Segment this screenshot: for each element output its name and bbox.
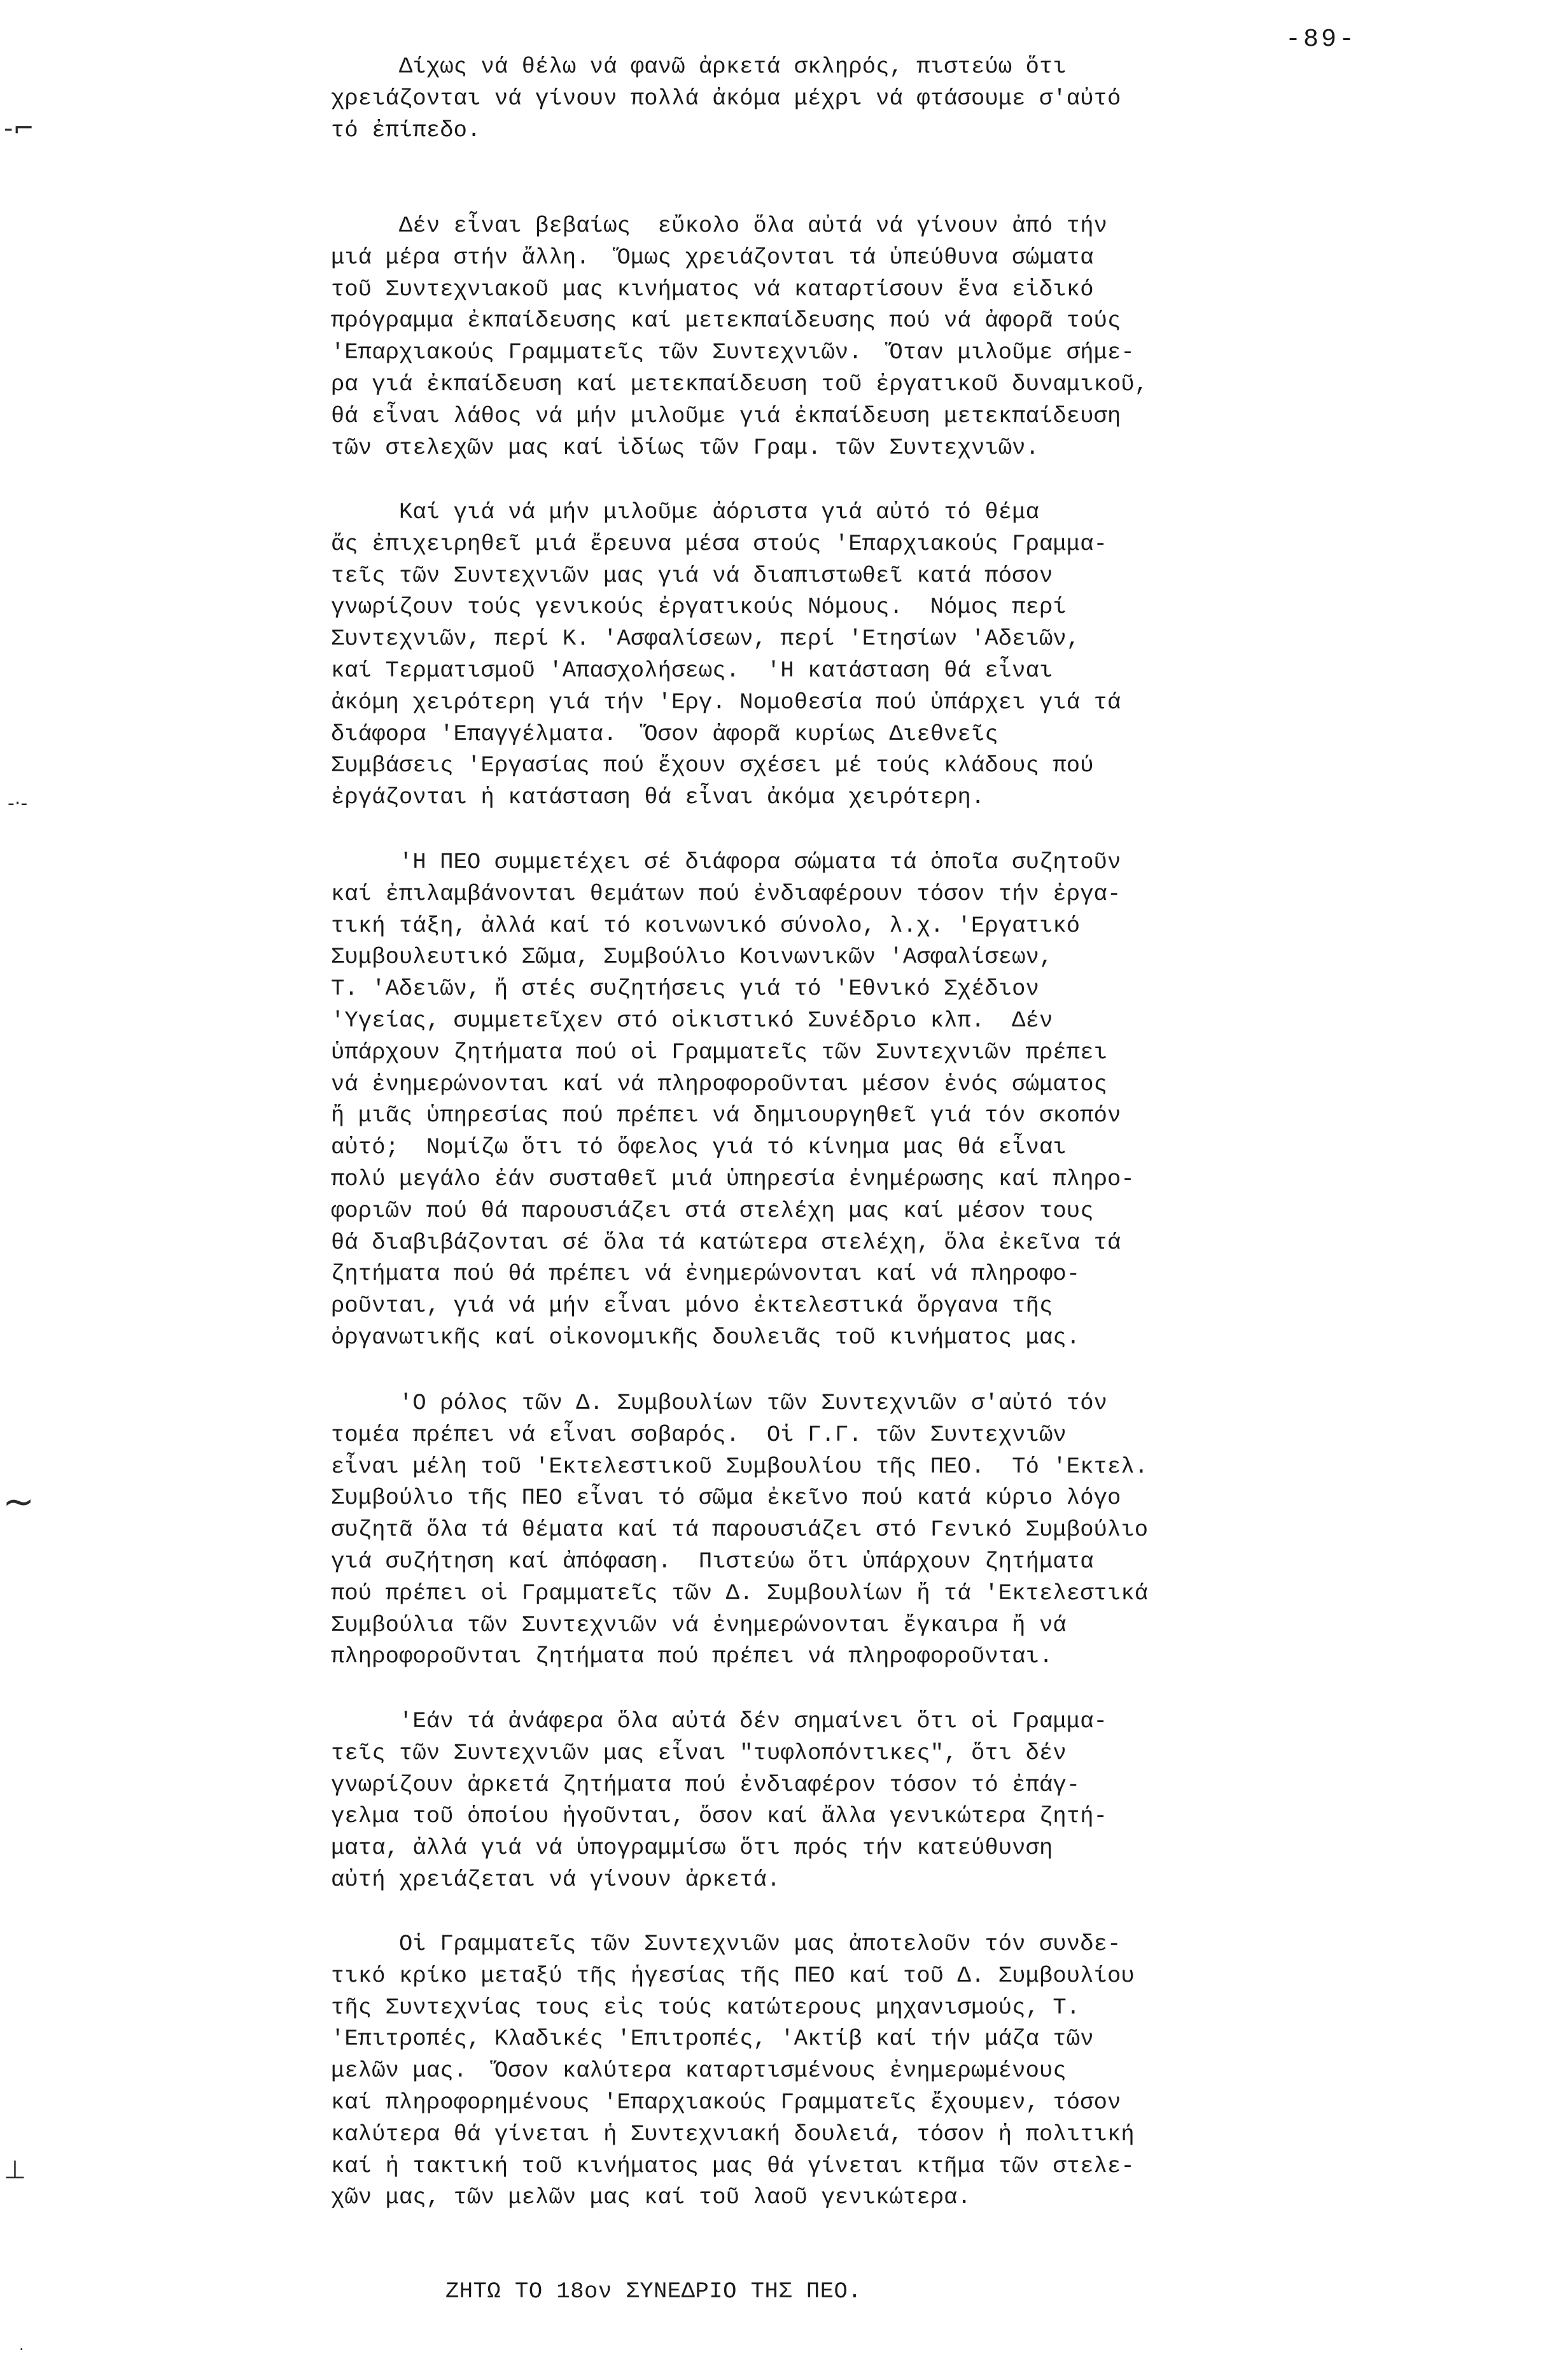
paragraph-1: Δίχως νά θέλω νά φανῶ ἀρκετά σκληρός, πιστεύω ὅτι χρειάζονται νά γίνουν πολλά ἀκόμα μέχρι νά φτάσουμε σ'αὐτό τό ἐπίπεδο.: [331, 53, 1121, 143]
binding-hole-mark: ~: [3, 1480, 35, 1524]
page-number: -89-: [1285, 25, 1357, 54]
paragraph-3: Καί γιά νά μήν μιλοῦμε ἀόριστα γιά αὐτό τό θέμα ἄς ἐπιχειρηθεῖ μιά ἔρευνα μέσα στούς 'Επαρχιακούς Γραμμα- τεῖς τῶν Συντεχνιῶν μας γιά νά διαπιστωθεῖ κατά πόσον γνωρίζουν τούς γενικούς ἐργατικούς Νόμους. Νόμος περί Συντεχνιῶν, περί Κ. 'Ασφαλίσεων, περί 'Ετησίων 'Αδειῶν, καί Τερματισμοῦ 'Απασχολήσεως. 'Η κατάσταση θά εἶναι ἀκόμη χειρότερη γιά τήν 'Εργ. Νομοθεσία πού ὑπάρχει γιά τά διάφορα 'Επαγγέλματα. Ὅσον ἀφορᾶ κυρίως Διεθνεῖς Συμβάσεις 'Εργασίας πού ἔχουν σχέσει μέ τούς κλάδους πού ἐργάζονται ἡ κατάσταση θά εἶναι ἀκόμα χειρότερη.: [331, 499, 1121, 811]
paragraph-2: Δέν εἶναι βεβαίως εὔκολο ὅλα αὐτά νά γίνουν ἀπό τήν μιά μέρα στήν ἄλλη. Ὅμως χρειάζονται τά ὑπεύθυνα σώματα τοῦ Συντεχνιακοῦ μας κινήματος νά καταρτίσουν ἕνα εἰδικό πρόγραμμα ἐκπαίδευσης καί μετεκπαίδευσης πού νά ἀφορᾶ τούς 'Επαρχιακούς Γραμματεῖς τῶν Συντεχνιῶν. Ὅταν μιλοῦμε σήμε- ρα γιά ἐκπαίδευση καί μετεκπαίδευση τοῦ ἐργατικοῦ δυναμικοῦ, θά εἶναι λάθος νά μήν μιλοῦμε γιά ἐκπαίδευση μετεκπαίδευση τῶν στελεχῶν μας καί ἰδίως τῶν Γραμ. τῶν Συντεχνιῶν.: [331, 213, 1149, 461]
paragraph-4: 'Η ΠΕΟ συμμετέχει σέ διάφορα σώματα τά ὁποῖα συζητοῦν καί ἐπιλαμβάνονται θεμάτων πού ἐνδιαφέρουν τόσον τήν ἐργα- τική τάξη, ἀλλά καί τό κοινωνικό σύνολο, λ.χ. 'Εργατικό Συμβουλευτικό Σῶμα, Συμβούλιο Κοινωνικῶν 'Ασφαλίσεων, Τ. 'Αδειῶν, ἤ στές συζητήσεις γιά τό 'Εθνικό Σχέδιον 'Υγείας, συμμετεῖχεν στό οἰκιστικό Συνέδριο κλπ. Δέν ὑπάρχουν ζητήματα πού οἱ Γραμματεῖς τῶν Συντεχνιῶν πρέπει νά ἐνημερώνονται καί νά πληροφοροῦνται μέσον ἑνός σώματος ἤ μιᾶς ὑπηρεσίας πού πρέπει νά δημιουργηθεῖ γιά τόν σκοπόν αὐτό; Νομίζω ὅτι τό ὄφελος γιά τό κίνημα μας θά εἶναι πολύ μεγάλο ἐάν συσταθεῖ μιά ὑπηρεσία ἐνημέρωσης καί πληρο- φοριῶν πού θά παρουσιάζει στά στελέχη μας καί μέσον τους θά διαβιβάζονται σέ ὅλα τά κατώτερα στελέχη, ὅλα ἐκεῖνα τά ζητήματα πού θά πρέπει νά ἐνημερώνονται καί νά πληροφο- ροῦνται, γιά νά μήν εἶναι μόνο ἐκτελεστικά ὄργανα τῆς ὀργανωτικῆς καί οἰκονομικῆς δουλειᾶς τοῦ κινήματος μας.: [331, 849, 1135, 1350]
closing-slogan: ΖΗΤΩ ΤΟ 18ον ΣΥΝΕΔΡΙΟ ΤΗΣ ΠΕΟ.: [445, 2278, 862, 2304]
paragraph-6: 'Εάν τά ἀνάφερα ὅλα αὐτά δέν σημαίνει ὅτι οἱ Γραμμα- τεῖς τῶν Συντεχνιῶν μας εἶναι "τυφλοπόντικες", ὅτι δέν γνωρίζουν ἀρκετά ζητήματα πού ἐνδιαφέρον τόσον τό ἐπάγ- γελμα τοῦ ὁποίου ἡγοῦνται, ὅσον καί ἄλλα γενικώτερα ζητή- ματα, ἀλλά γιά νά ὑπογραμμίσω ὅτι πρός τήν κατεύθυνση αὐτή χρειάζεται νά γίνουν ἀρκετά.: [331, 1708, 1107, 1893]
binding-hole-mark: -⌐: [4, 114, 34, 143]
paragraph-7: Οἱ Γραμματεῖς τῶν Συντεχνιῶν μας ἀποτελοῦν τόν συνδε- τικό κρίκο μεταξύ τῆς ἡγεσίας τῆς ΠΕΟ καί τοῦ Δ. Συμβουλίου τῆς Συντεχνίας τους εἰς τούς κατώτερους μηχανισμούς, Τ. 'Επιτροπές, Κλαδικές 'Επιτροπές, 'Ακτίβ καί τήν μάζα τῶν μελῶν μας. Ὅσον καλύτερα καταρτισμένους ἐνημερωμένους καί πληροφορημένους 'Επαρχιακούς Γραμματεῖς ἔχουμεν, τόσον καλύτερα θά γίνεται ἡ Συντεχνιακή δουλειά, τόσον ἡ πολιτική καί ἡ τακτική τοῦ κινήματος μας θά γίνεται κτῆμα τῶν στελε- χῶν μας, τῶν μελῶν μας καί τοῦ λαοῦ γενικώτερα.: [331, 1931, 1135, 2211]
binding-hole-mark: -·-: [8, 792, 28, 815]
binding-hole-mark: ⊥: [4, 2155, 26, 2185]
paragraph-5: 'Ο ρόλος τῶν Δ. Συμβουλίων τῶν Συντεχνιῶν σ'αὐτό τόν τομέα πρέπει νά εἶναι σοβαρός. Οἱ Γ.Γ. τῶν Συντεχνιῶν εἶναι μέλη τοῦ 'Εκτελεστικοῦ Συμβουλίου τῆς ΠΕΟ. Τό 'Εκτελ. Συμβούλιο τῆς ΠΕΟ εἶναι τό σῶμα ἐκεῖνο πού κατά κύριο λόγο συζητᾶ ὅλα τά θέματα καί τά παρουσιάζει στό Γενικό Συμβούλιο γιά συζήτηση καί ἀπόφαση. Πιστεύω ὅτι ὑπάρχουν ζητήματα πού πρέπει οἱ Γραμματεῖς τῶν Δ. Συμβουλίων ἤ τά 'Εκτελεστικά Συμβούλια τῶν Συντεχνιῶν νά ἐνημερώνονται ἔγκαιρα ἤ νά πληροφοροῦνται ζητήματα πού πρέπει νά πληροφοροῦνται.: [331, 1390, 1149, 1670]
binding-hole-mark: ·: [19, 2341, 24, 2358]
